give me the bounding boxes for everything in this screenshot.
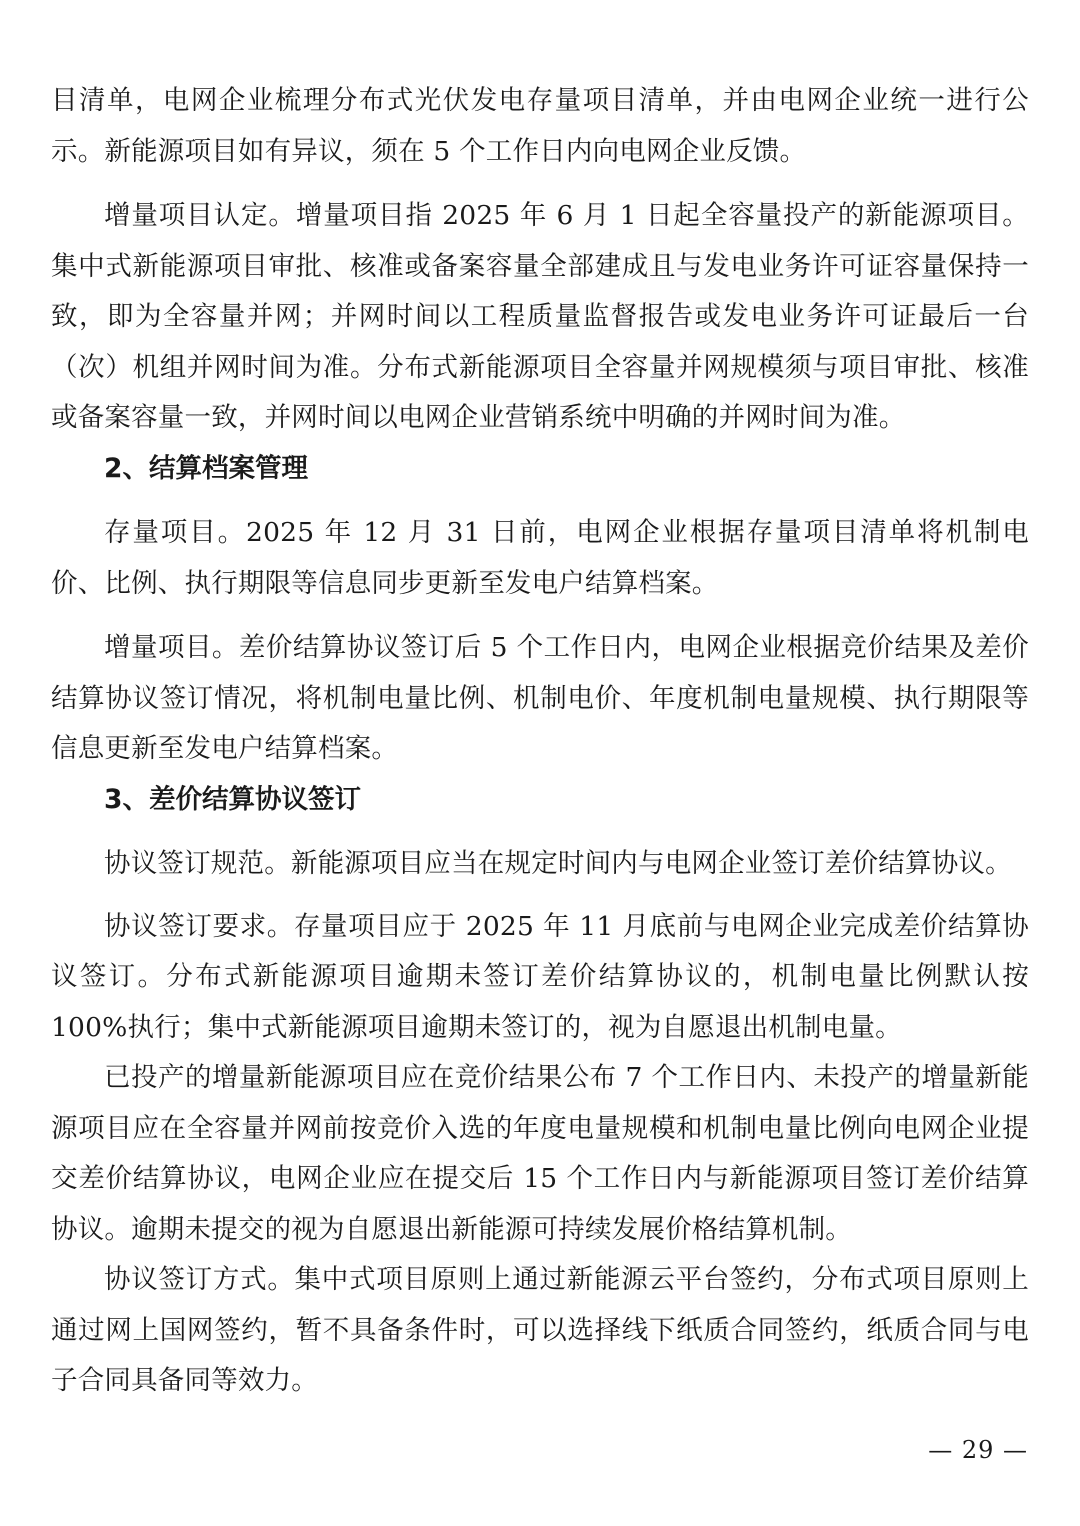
paragraph-incremental-project-archive: 增量项目。差价结算协议签订后 5 个工作日内，电网企业根据竞价结果及差价结算协议签订情况，将机制电量比例、机制电价、年度机制电量规模、执行期限等信息更新至发电户结算档案。 xyxy=(51,632,1029,764)
paragraph-signing-norms: 协议签订规范。新能源项目应当在规定时间内与电网企业签订差价结算协议。 xyxy=(104,848,1012,879)
paragraph-existing-project-archive: 存量项目。2025 年 12 月 31 日前，电网企业根据存量项目清单将机制电价、比例、执行期限等信息同步更新至发电户结算档案。 xyxy=(51,517,1029,599)
paragraph-signing-requirements: 协议签订要求。存量项目应于 2025 年 11 月底前与电网企业完成差价结算协议签订。分布式新能源项目逾期未签订差价结算协议的，机制电量比例默认按 100%执行；集中式新能源项目逾期未签订的，视为自愿退出机制电量。 xyxy=(51,910,1029,1043)
paragraph-incremental-signing: 已投产的增量新能源项目应在竞价结果公布 7 个工作日内、未投产的增量新能源项目应在全容量并网前按竞价入选的年度电量规模和机制电量比例向电网企业提交差价结算协议，电网企业应在提交后 15 个工作日内与新能源项目签订差价结算协议。逾期未提交的视为自愿退出新能源可持续发展价格结算机制。 xyxy=(51,1062,1029,1245)
section-heading-agreement-signing: 3、差价结算协议签订 xyxy=(104,783,361,815)
section-heading-settlement-archive: 2、结算档案管理 xyxy=(104,452,308,484)
paragraph-incremental-project-definition: 增量项目认定。增量项目指 2025 年 6 月 1 日起全容量投产的新能源项目。集中式新能源项目审批、核准或备案容量全部建成且与发电业务许可证容量保持一致，即为全容量并网；并网时间以工程质量监督报告或发电业务许可证最后一台（次）机组并网时间为准。分布式新能源项目全容量并网规模须与项目审批、核准或备案容量一致，并网时间以电网企业营销系统中明确的并网时间为准。 xyxy=(51,200,1029,433)
paragraph-continuation: 目清单，电网企业梳理分布式光伏发电存量项目清单，并由电网企业统一进行公示。新能源项目如有异议，须在 5 个工作日内向电网企业反馈。 xyxy=(51,85,1029,167)
page-number: — 29 — xyxy=(928,1436,1028,1464)
paragraph-signing-method: 协议签订方式。集中式项目原则上通过新能源云平台签约，分布式项目原则上通过网上国网签约，暂不具备条件时，可以选择线下纸质合同签约，纸质合同与电子合同具备同等效力。 xyxy=(51,1264,1029,1396)
document-body xyxy=(51,76,1029,1407)
